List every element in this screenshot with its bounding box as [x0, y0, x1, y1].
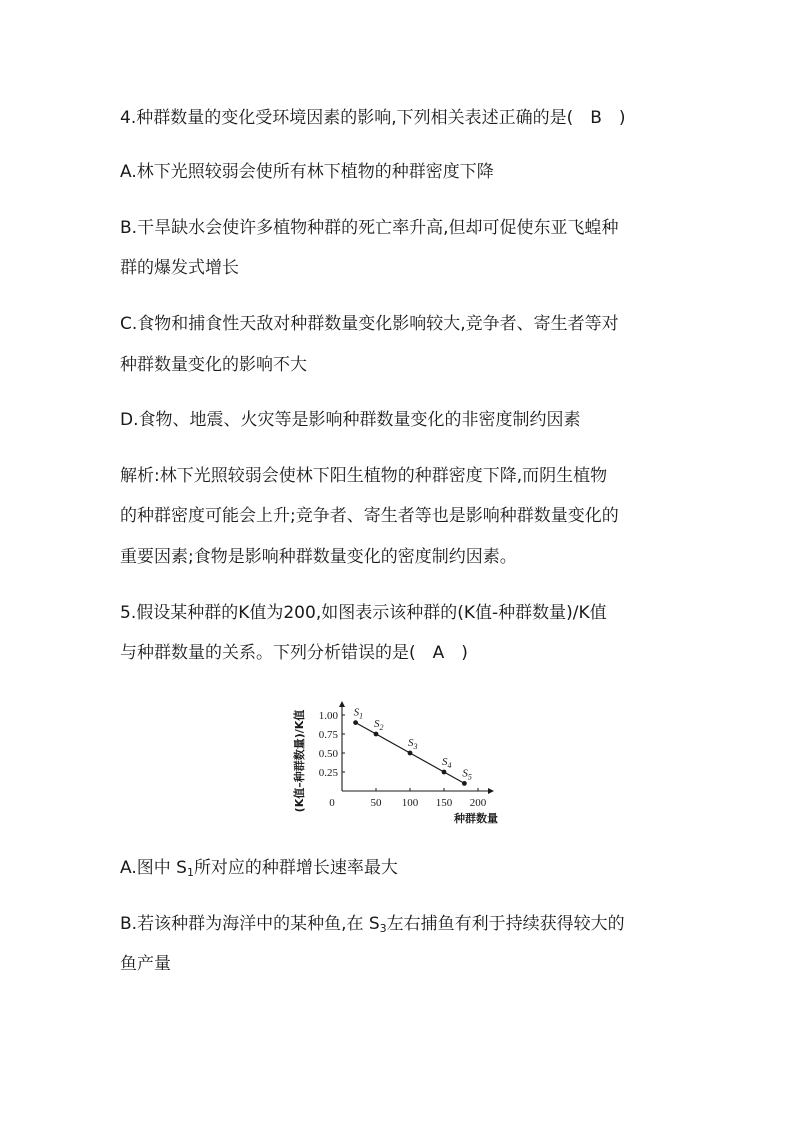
x-axis-label: 种群数量: [454, 812, 498, 825]
y-tick-label: 0.75: [318, 729, 338, 741]
y-tick-label: 1.00: [318, 710, 338, 722]
q5-option-b-line1: [120, 913, 625, 935]
chart-marks: [353, 707, 472, 786]
data-point-s5: [462, 781, 467, 786]
origin-label: 0: [329, 797, 335, 809]
data-point-s3: [408, 751, 413, 756]
q4-option-a: A.林下光照较弱会使所有林下植物的种群密度下降: [120, 162, 494, 182]
q5-option-a-pre: A.图中 S: [120, 858, 187, 878]
q4-explanation-line2: 的种群密度可能会上升;竞争者、寄生者等也是影响种群数量变化的: [120, 506, 619, 526]
q5-option-a-post: 所对应的种群增长速率最大: [193, 858, 398, 878]
q5-option-a-sub: 1: [186, 866, 194, 879]
data-point-s4: [442, 770, 447, 775]
q5-option-b-post: 左右捕鱼有利于持续获得较大的: [386, 914, 625, 934]
q4-option-c-line2: 种群数量变化的影响不大: [120, 355, 307, 375]
population-chart: [290, 698, 520, 833]
q4-explanation-line3: 重要因素;食物是影响种群数量变化的密度制约因素。: [120, 547, 517, 567]
x-axis-arrow: [488, 788, 494, 794]
y-axis-arrow: [339, 701, 345, 707]
chart-axes: [292, 701, 498, 825]
q5-option-b-line2: 鱼产量: [120, 954, 171, 974]
point-label-s5: $S_5$: [462, 767, 472, 782]
q4-option-d: D.食物、地震、火灾等是影响种群数量变化的非密度制约因素: [120, 410, 581, 430]
q5-option-a: [120, 857, 398, 879]
point-label-s4: $S_4$: [442, 756, 452, 770]
q4-explanation-line1: 解析:林下光照较弱会使林下阳生植物的种群密度下降,而阴生植物: [120, 466, 608, 486]
q5-option-b-sub: 3: [379, 922, 387, 935]
x-tick-label: 100: [401, 797, 419, 809]
point-label-s1: $S_1$: [353, 706, 364, 721]
q4-option-b-line2: 群的爆发式增长: [120, 258, 239, 278]
q5-stem-line2: 与种群数量的关系。下列分析错误的是( A ): [120, 643, 468, 663]
y-axis-label: (K值–种群数量)/K值: [293, 709, 306, 813]
point-label-s2: $S_2$: [374, 718, 384, 732]
x-tick-label: 150: [435, 797, 453, 809]
data-point-s2: [374, 732, 379, 737]
q4-option-c-line1: C.食物和捕食性天敌对种群数量变化影响较大,竞争者、寄生者等对: [120, 314, 619, 334]
x-tick-label: 200: [469, 797, 487, 809]
y-tick-label: 0.25: [318, 767, 338, 779]
q5-option-b-pre: B.若该种群为海洋中的某种鱼,在 S: [120, 914, 380, 934]
q4-stem: 4.种群数量的变化受环境因素的影响,下列相关表述正确的是( B ): [120, 108, 626, 128]
data-point-s1: [353, 720, 358, 725]
q4-option-b-line1: B.干旱缺水会使许多植物种群的死亡率升高,但却可促使东亚飞蝗种: [120, 218, 619, 238]
y-tick-label: 0.50: [318, 748, 338, 760]
x-tick-label: 50: [370, 797, 382, 809]
q5-stem-line1: 5.假设某种群的K值为200,如图表示该种群的(K值-种群数量)/K值: [120, 603, 607, 623]
point-label-s3: $S_3$: [408, 737, 418, 751]
